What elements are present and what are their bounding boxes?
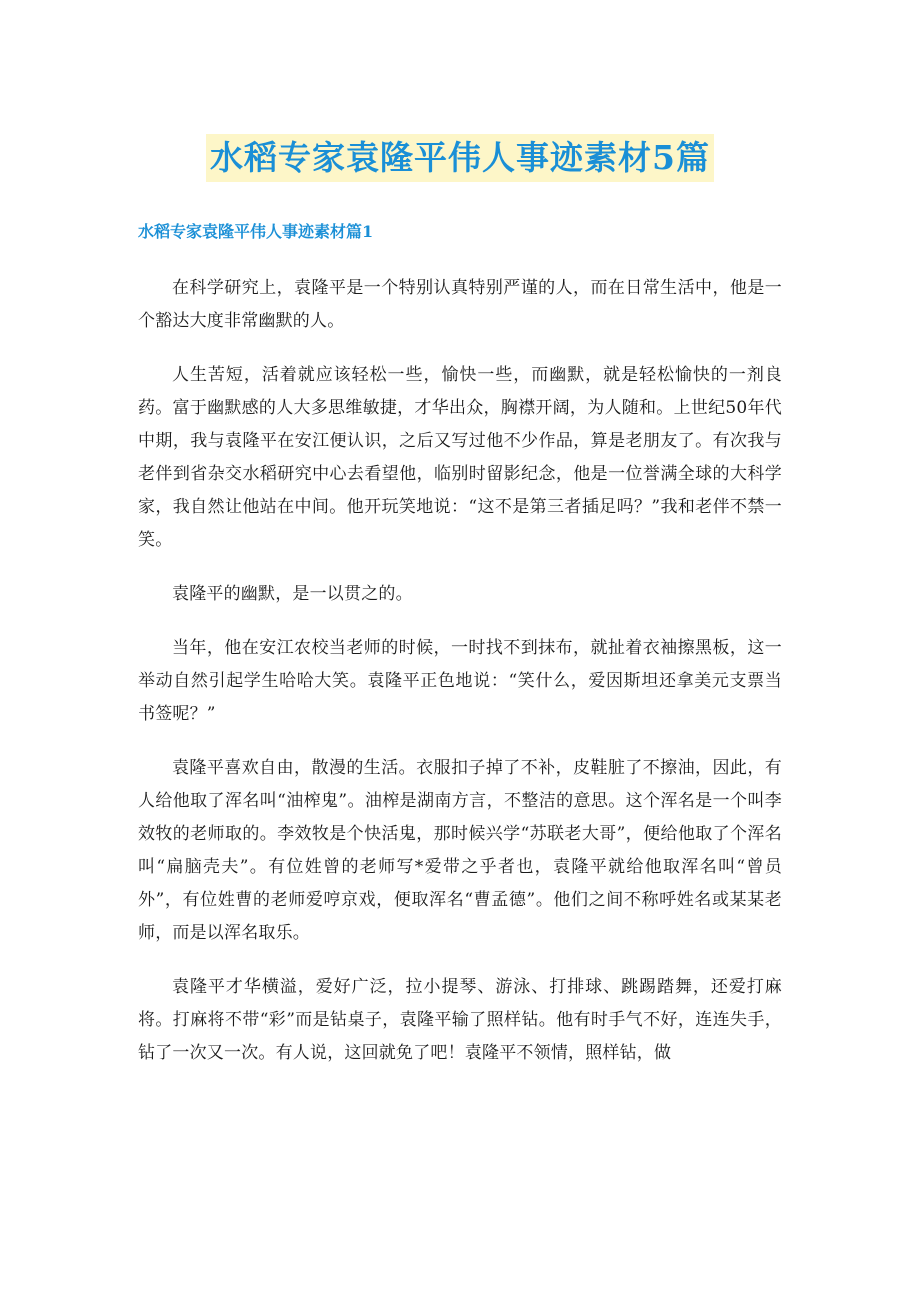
document-title: 水稻专家袁隆平伟人事迹素材5篇 bbox=[206, 134, 714, 182]
section-heading: 水稻专家袁隆平伟人事迹素材篇1 bbox=[138, 222, 374, 241]
paragraph-6: 袁隆平才华横溢，爱好广泛，拉小提琴、游泳、打排球、跳踢踏舞，还爱打麻将。打麻将不带“彩”而是钻桌子，袁隆平输了照样钻。他有时手气不好，连连失手，钻了一次又一次。有人说，这回就免了吧！袁隆平不领情，照样钻，做 bbox=[138, 977, 782, 1063]
paragraph-2: 人生苦短，活着就应该轻松一些，愉快一些，而幽默，就是轻松愉快的一剂良药。富于幽默感的人大多思维敏捷，才华出众，胸襟开阔，为人随和。上世纪50年代中期，我与袁隆平在安江便认识，之后又写过他不少作品，算是老朋友了。有次我与老伴到省杂交水稻研究中心去看望他，临别时留影纪念，他是一位誉满全球的大科学家，我自然让他站在中间。他开玩笑地说：“这不是第三者插足吗？”我和老伴不禁一笑。 bbox=[138, 365, 782, 550]
paragraph-4: 当年，他在安江农校当老师的时候，一时找不到抹布，就扯着衣袖擦黑板，这一举动自然引起学生哈哈大笑。袁隆平正色地说：“笑什么，爱因斯坦还拿美元支票当书签呢？” bbox=[138, 638, 782, 724]
paragraph-1: 在科学研究上，袁隆平是一个特别认真特别严谨的人，而在日常生活中，他是一个豁达大度非常幽默的人。 bbox=[138, 278, 782, 331]
title-container bbox=[138, 134, 782, 190]
paragraph-3: 袁隆平的幽默，是一以贯之的。 bbox=[172, 584, 413, 604]
paragraph-5: 袁隆平喜欢自由，散漫的生活。衣服扣子掉了不补，皮鞋脏了不擦油，因此，有人给他取了浑名叫“油榨鬼”。油榨是湖南方言，不整洁的意思。这个浑名是一个叫李效牧的老师取的。李效牧是个快活鬼，那时候兴学“苏联老大哥”，便给他取了个浑名叫“扁脑壳夫”。有位姓曾的老师写*爱带之乎者也，袁隆平就给他取浑名叫“曾员外”，有位姓曹的老师爱哼京戏，便取浑名“曹孟德”。他们之间不称呼姓名或某某老师，而是以浑名取乐。 bbox=[138, 758, 782, 943]
